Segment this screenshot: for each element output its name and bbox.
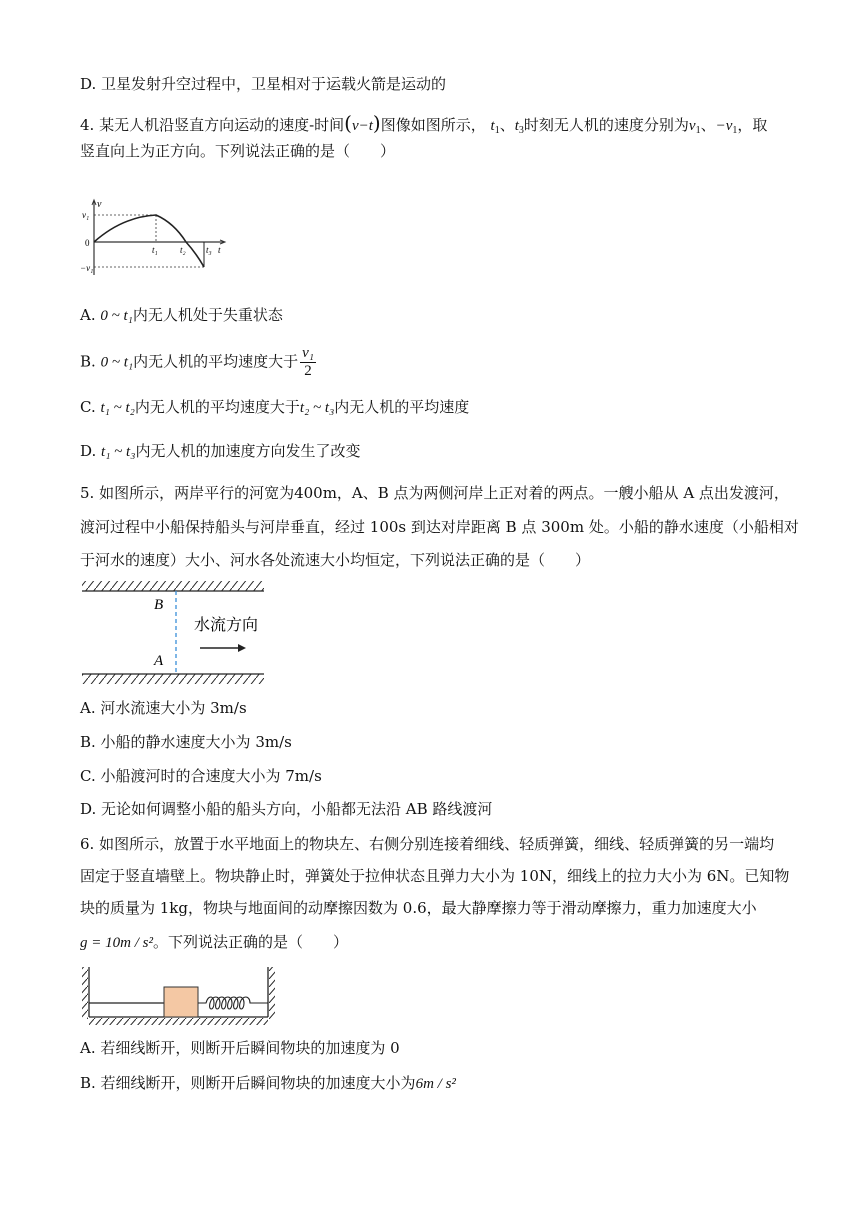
q4-option-b-range: 0 ~ t₁ (100, 354, 134, 371)
q4-stem-part2: 图像如图所示， (380, 116, 486, 134)
q4-fig-origin: 0 (85, 238, 90, 248)
q5-option-c: C. 小船渡河时的合速度大小为 7m/s (80, 767, 322, 785)
q6-option-a: A. 若细线断开，则断开后瞬间物块的加速度为 0 (80, 1039, 400, 1057)
q4-option-c-text2: 内无人机的平均速度 (334, 398, 470, 416)
q4-stem-line1: 4. 某无人机沿竖直方向运动的速度-时间(v−t)图像如图所示， $t_1$、$t_3$时刻无人机的速度分别为$v_1$、$-v_1$，取 (80, 111, 768, 136)
q4-vt-graph (82, 195, 232, 280)
q4-option-a-text: 内无人机处于失重状态 (132, 306, 283, 324)
q4-fig-t2: t₂ (180, 245, 186, 255)
q4-option-b-prefix: B. (80, 352, 96, 371)
q5-label-b: B (154, 597, 164, 613)
q4-option-c (80, 397, 469, 418)
q5-stem-line1: 5. 如图所示，两岸平行的河宽为400m，A、B 点为两侧河岸上正对着的两点。一艘小船从 A 点出发渡河， (80, 484, 789, 502)
q6-stem-line3: 块的质量为 1kg，物块与地面间的动摩擦因数为 0.6，最大静摩擦力等于滑动摩擦力，重力加速度大小 (80, 899, 757, 917)
q4-option-a-range: 0 ~ t₁ (100, 308, 133, 324)
q4-fig-v1: v₁ (82, 210, 90, 220)
q6-stem-line4 (80, 932, 348, 953)
q6-option-b-text: B. 若细线断开，则断开后瞬间物块的加速度大小为 (80, 1074, 416, 1092)
q6-option-b (80, 1073, 456, 1094)
q5-label-a: A (154, 653, 164, 669)
q4-option-d-range: t₁ ~ t₃ (101, 444, 136, 460)
q4-option-c-range2: t₂ ~ t₃ (299, 400, 335, 416)
q4-option-d (80, 441, 360, 462)
q5-option-a: A. 河水流速大小为 3m/s (80, 699, 247, 717)
q5-flow-label: 水流方向 (194, 615, 259, 634)
q4-option-b-text: 内无人机的平均速度大于 (133, 352, 299, 371)
q4-option-a-prefix: A. (80, 306, 96, 324)
q6-option-b-math: 6m / s² (415, 1076, 456, 1092)
q6-stem-line1: 6. 如图所示，放置于水平地面上的物块左、右侧分别连接着细线、轻质弹簧，细线、轻质弹簧的另一端均 (80, 835, 775, 853)
q4-fig-neg-v1: −v₁ (80, 263, 94, 273)
q4-stem-vt: v−t (351, 118, 373, 134)
q4-option-b-fraction: $\frac{\text{v₁}}{2}$ (302, 345, 314, 379)
q5-river-diagram (80, 578, 270, 688)
q4-stem-line2: 竖直向上为正方向。下列说法正确的是（ ） (80, 142, 396, 160)
q5-option-b: B. 小船的静水速度大小为 3m/s (80, 733, 292, 751)
q6-gravity-value: g = 10m / s² (80, 935, 153, 951)
q6-stem-line2: 固定于竖直墙壁上。物块静止时，弹簧处于拉伸状态且弹力大小为 10N，细线上的拉力大小为 6N。已知物 (80, 867, 790, 885)
q4-fig-t3: t₃ (206, 245, 212, 255)
q4-option-c-prefix: C. (80, 398, 96, 416)
q6-stem-line4-text: 。下列说法正确的是（ ） (152, 933, 348, 951)
q4-option-d-prefix: D. (80, 442, 97, 460)
q4-stem-part4: ，取 (737, 116, 768, 134)
q4-stem-part1: 4. 某无人机沿竖直方向运动的速度-时间 (80, 116, 345, 134)
q4-option-a (80, 305, 283, 326)
q5-option-d: D. 无论如何调整小船的船头方向，小船都无法沿 AB 路线渡河 (80, 800, 493, 818)
q4-option-c-text1: 内无人机的平均速度大于 (134, 398, 300, 416)
q4-option-c-range1: t₁ ~ t₂ (100, 400, 135, 416)
q4-stem-part3: 时刻无人机的速度分别为 (523, 116, 689, 134)
q4-option-d-text: 内无人机的加速度方向发生了改变 (135, 442, 361, 460)
q3-option-d: D. 卫星发射升空过程中，卫星相对于运载火箭是运动的 (80, 75, 447, 93)
q4-option-b (80, 345, 318, 380)
q6-block (164, 987, 198, 1017)
q6-block-spring-diagram (80, 963, 280, 1027)
q4-fig-t1: t₁ (152, 245, 158, 255)
q5-stem-line3: 于河水的速度）大小、河水各处流速大小均恒定，下列说法正确的是（ ） (80, 551, 591, 569)
q4-fig-axis-t: t (218, 245, 221, 255)
q4-fig-axis-v: v (97, 199, 102, 210)
q5-stem-line2: 渡河过程中小船保持船头与河岸垂直，经过 100s 到达对岸距离 B 点 300m 处。小船的静水速度（小船相对 (80, 518, 799, 536)
